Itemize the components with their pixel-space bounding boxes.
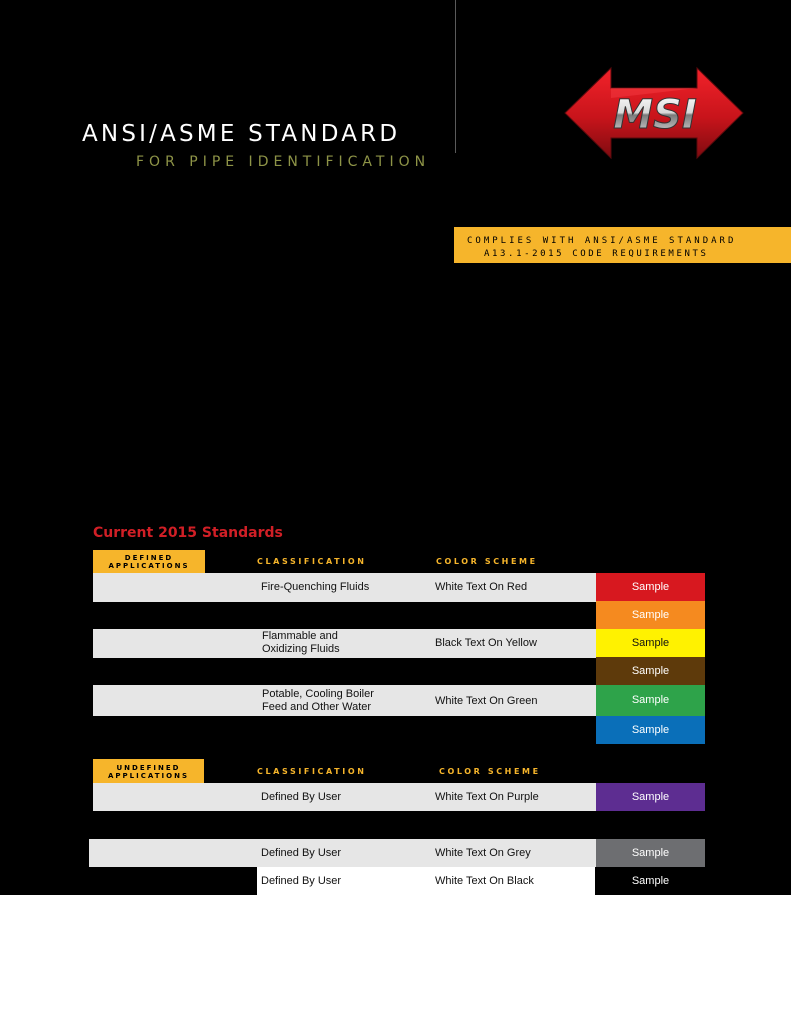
msi-logo [563,66,745,160]
classification-cell-line-2: Oxidizing Fluids [262,643,340,655]
undefined-tag-line-2: APPLICATIONS [108,772,189,780]
sample-swatch-orange: Sample [596,601,705,629]
undefined-tag-line-1: UNDEFINED [116,764,181,772]
undefined-applications-tag [93,759,204,783]
classification-cell-line-1: Potable, Cooling Boiler [262,688,374,700]
compliance-line-2: A13.1-2015 CODE REQUIREMENTS [484,249,709,259]
sample-swatch-brown: Sample [596,657,705,685]
defined-tag-line-1: DEFINED [124,554,174,562]
classification-cell: Defined By User [261,791,342,803]
color-scheme-cell: White Text On Green [435,695,538,707]
page-title: ANSI/ASME STANDARD [82,121,401,147]
header-divider [455,0,456,153]
classification-cell: Defined By User [261,847,342,859]
logo-text: MSI [613,92,697,138]
page-subtitle: FOR PIPE IDENTIFICATION [136,154,431,170]
color-scheme-cell: White Text On Purple [435,791,539,803]
compliance-banner [454,227,791,263]
color-scheme-cell: White Text On Black [435,875,534,887]
defined-classification-header: CLASSIFICATION [257,557,367,566]
defined-color-scheme-header: COLOR SCHEME [436,557,538,566]
color-scheme-cell: White Text On Red [435,581,528,593]
sample-swatch-yellow: Sample [596,629,705,657]
sample-swatch-blue: Sample [596,716,705,744]
classification-cell-line-1: Flammable and [262,630,338,642]
defined-applications-tag [93,550,205,574]
color-scheme-cell: White Text On Grey [435,847,531,859]
classification-cell: Fire-Quenching Fluids [261,581,370,593]
classification-cell: Defined By User [261,875,342,887]
color-scheme-cell: Black Text On Yellow [435,637,537,649]
sample-swatch-grey: Sample [596,839,705,867]
sample-swatch-red: Sample [596,573,705,602]
sample-swatch-green: Sample [596,685,705,716]
section-title: Current 2015 Standards [93,525,283,541]
defined-tag-line-2: APPLICATIONS [108,562,190,570]
undefined-classification-header: CLASSIFICATION [257,767,367,776]
sample-swatch-black: Sample [596,867,705,895]
classification-cell-line-2: Feed and Other Water [262,701,372,713]
undefined-color-scheme-header: COLOR SCHEME [439,767,541,776]
compliance-line-1: COMPLIES WITH ANSI/ASME STANDARD [467,236,737,246]
sample-swatch-purple: Sample [596,783,705,811]
